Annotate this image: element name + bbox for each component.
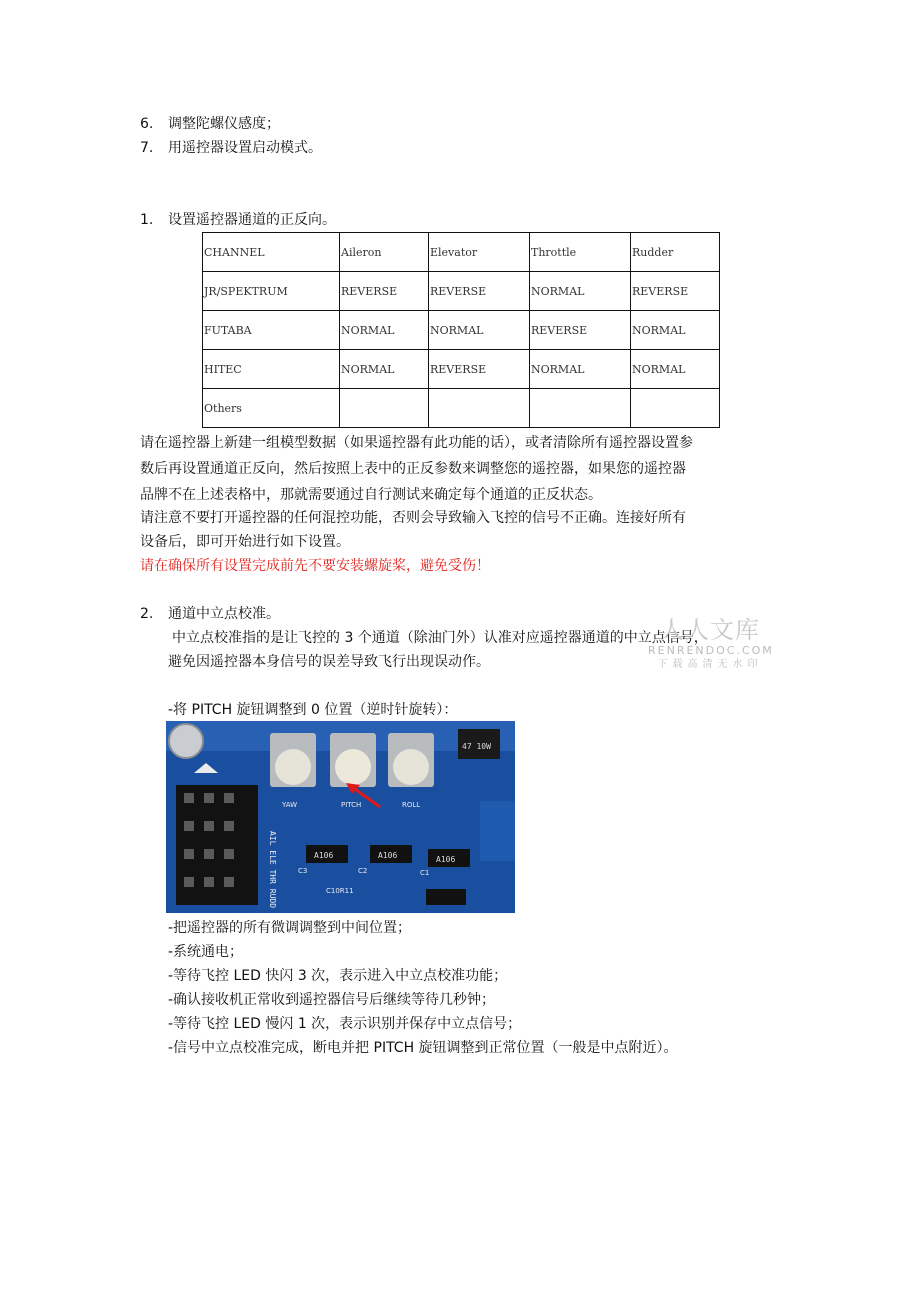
table-cell: NORMAL [530,272,631,311]
section2-title: 通道中立点校准。 [168,606,280,622]
table-cell: NORMAL [340,311,429,350]
section1-number: 1. [140,212,154,228]
step-6-text: 调整陀螺仪感度； [168,116,280,132]
watermark-note: 下载高清无水印 [657,659,763,670]
table-cell: Rudder [631,233,720,272]
pin-labels: AIL ELE THR RUDD [268,831,277,909]
table-row [203,311,720,350]
table-cell: NORMAL [631,350,720,389]
table-cell: NORMAL [631,311,720,350]
step-line: -确认接收机正常收到遥控器信号后继续等待几秒钟； [168,992,496,1008]
watermark [648,616,772,672]
pitch-label: PITCH [341,801,362,809]
table-row [203,272,720,311]
step-pitch-zero: -将 PITCH 旋钮调整到 0 位置（逆时针旋转）： [168,702,458,718]
table-cell: Elevator [429,233,530,272]
step-6-number: 6. [140,116,154,132]
paragraph-line: 品牌不在上述表格中，那就需要通过自行测试来确定每个通道的正反状态。 [140,487,602,503]
table-cell: FUTABA [203,311,340,350]
roll-label: ROLL [402,801,421,809]
paragraph-line: 请在遥控器上新建一组模型数据（如果遥控器有此功能的话），或者清除所有遥控器设置参 [140,435,693,451]
c2-label: C2 [358,867,368,875]
chip-label: A106 [378,851,398,860]
step-line: -信号中立点校准完成，断电并把 PITCH 旋钮调整到正常位置（一般是中点附近）。 [168,1040,678,1056]
table-cell: REVERSE [340,272,429,311]
table-cell: JR/SPEKTRUM [203,272,340,311]
resistor-label: 47 10W [462,742,491,751]
step-7-number: 7. [140,140,154,156]
section1-title: 设置遥控器通道的正反向。 [168,212,336,228]
c1-label: C1 [420,869,430,877]
table-cell: HITEC [203,350,340,389]
propeller-warning: 请在确保所有设置完成前先不要安装螺旋桨，避免受伤！ [140,558,490,574]
table-cell: Others [203,389,340,428]
table-cell: NORMAL [530,350,631,389]
paragraph-line: 请注意不要打开遥控器的任何混控功能，否则会导致输入飞控的信号不正确。连接好所有 [140,510,686,526]
table-cell [340,389,429,428]
c10r11-label: C10R11 [326,887,354,895]
table-cell: REVERSE [429,350,530,389]
table-cell: NORMAL [429,311,530,350]
paragraph-line: 避免因遥控器本身信号的误差导致飞行出现误动作。 [168,654,490,670]
table-cell: Aileron [340,233,429,272]
table-row [203,350,720,389]
step-line: -系统通电； [168,944,244,960]
paragraph-line: 设备后，即可开始进行如下设置。 [140,534,350,550]
paragraph-line: 中立点校准指的是让飞控的 3 个通道（除油门外）认准对应遥控器通道的中立点信号， [172,630,708,646]
table-cell: REVERSE [429,272,530,311]
table-cell: Throttle [530,233,631,272]
table-cell: REVERSE [530,311,631,350]
table-cell: NORMAL [340,350,429,389]
c3-label: C3 [298,867,308,875]
watermark-site: RENRENDOC.COM [648,644,774,657]
paragraph-line: 数后再设置通道正反向，然后按照上表中的正反参数来调整您的遥控器，如果您的遥控器 [140,461,686,477]
table-cell [530,389,631,428]
chip-label: A106 [436,855,456,864]
table-header-row [203,233,720,272]
step-line: -把遥控器的所有微调调整到中间位置； [168,920,412,936]
circuit-board-photo [166,721,515,913]
table-cell: CHANNEL [203,233,340,272]
chip-label: A106 [314,851,334,860]
step-line: -等待飞控 LED 慢闪 1 次，表示识别并保存中立点信号； [168,1016,522,1032]
watermark-title: 人人文库 [660,616,760,644]
table-cell: REVERSE [631,272,720,311]
table-row [203,389,720,428]
channel-direction-table [202,232,720,428]
section2-number: 2. [140,606,154,622]
step-7-text: 用遥控器设置启动模式。 [168,140,322,156]
step-line: -等待飞控 LED 快闪 3 次，表示进入中立点校准功能； [168,968,508,984]
yaw-label: YAW [282,801,298,809]
table-cell [631,389,720,428]
table-cell [429,389,530,428]
